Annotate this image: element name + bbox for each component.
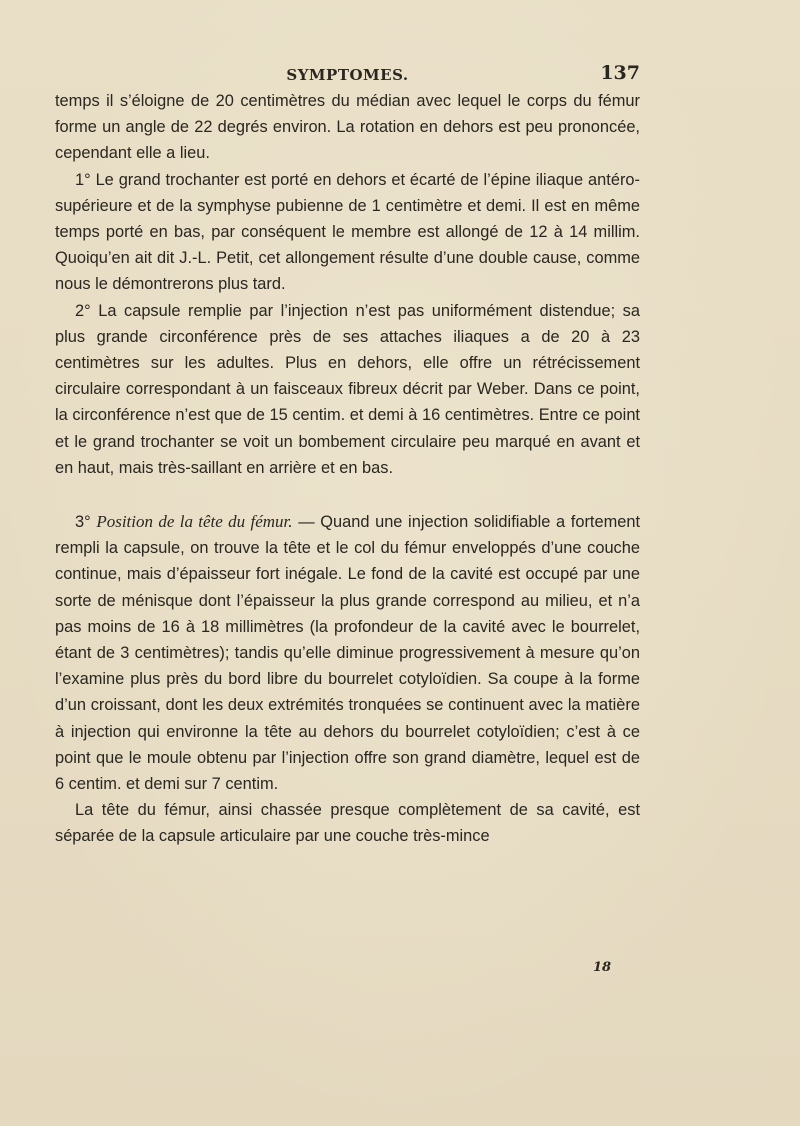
section-heading: Position de la tête du fémur. bbox=[96, 512, 293, 532]
body-text bbox=[55, 88, 640, 850]
paragraph-position-tete bbox=[55, 509, 640, 797]
paragraph-trochanter: 1° Le grand trochanter est porté en dehors et écarté de l’épine iliaque antéro-supérieure et de la symphyse pubienne de 1 centimètre et demi. Il est en même temps porté en bas, par conséquent le membre est allongé de 12 à 14 millim. Quoiqu’en ait dit J.-L. Petit, cet allongement résulte d’une double cause, comme nous le démontrerons plus tard. bbox=[55, 170, 640, 294]
running-head bbox=[55, 62, 640, 88]
page-number: 137 bbox=[600, 62, 640, 84]
signature-mark: 18 bbox=[593, 960, 612, 975]
paragraph-continuation: temps il s’éloigne de 20 centimètres du médian avec lequel le corps du fémur forme un angle de 22 degrés environ. La rotation en dehors est peu prononcée, cependant elle a lieu. bbox=[55, 92, 640, 163]
section-text: — Quand une injection solidifiable a fortement rempli la capsule, on trouve la tête et le col du fémur enveloppés d’une couche continue, mais d’épaisseur fort inégale. Le fond de la cavité est occupé par une sorte de ménisque dont l’épaisseur la plus grande correspond au milieu, et n’a pas moins de 16 à 18 millimètres (la profondeur de la cavité avec le bourrelet, étant de 3 centimètres); tandis qu’elle diminue progressivement à mesure qu’on l’examine plus près du bord libre du bourrelet cotyloïdien. Sa coupe à la forme d’un croissant, dont les deux extrémités tronquées se continuent avec la matière à injection qui environne la tête au dehors du bourrelet cotyloïdien; c’est à ce point que le moule obtenu par l’injection offre son grand diamètre, lequel est de 6 centim. et demi sur 7 centim. bbox=[55, 513, 641, 794]
paragraph-tete-femur: La tête du fémur, ainsi chassée presque complètement de sa cavité, est séparée de la capsule articulaire par une couche très-mince bbox=[55, 801, 640, 846]
paragraph-capsule: 2° La capsule remplie par l’injection n’est pas uniformément distendue; sa plus grande circonférence près de ses attaches iliaques a de 20 à 23 centimètres sur les adultes. Plus en dehors, elle offre un rétrécissement circulaire correspondant à un faisceaux fibreux décrit par Weber. Dans ce point, la circonférence n’est que de 15 centim. et demi à 16 centimètres. Entre ce point et le grand trochanter se voit un bombement circulaire peu marqué en avant et en haut, mais très-saillant en arrière et en bas. bbox=[55, 301, 640, 477]
running-head-title: SYMPTOMES. bbox=[286, 66, 409, 84]
section-number: 3° bbox=[75, 513, 91, 532]
